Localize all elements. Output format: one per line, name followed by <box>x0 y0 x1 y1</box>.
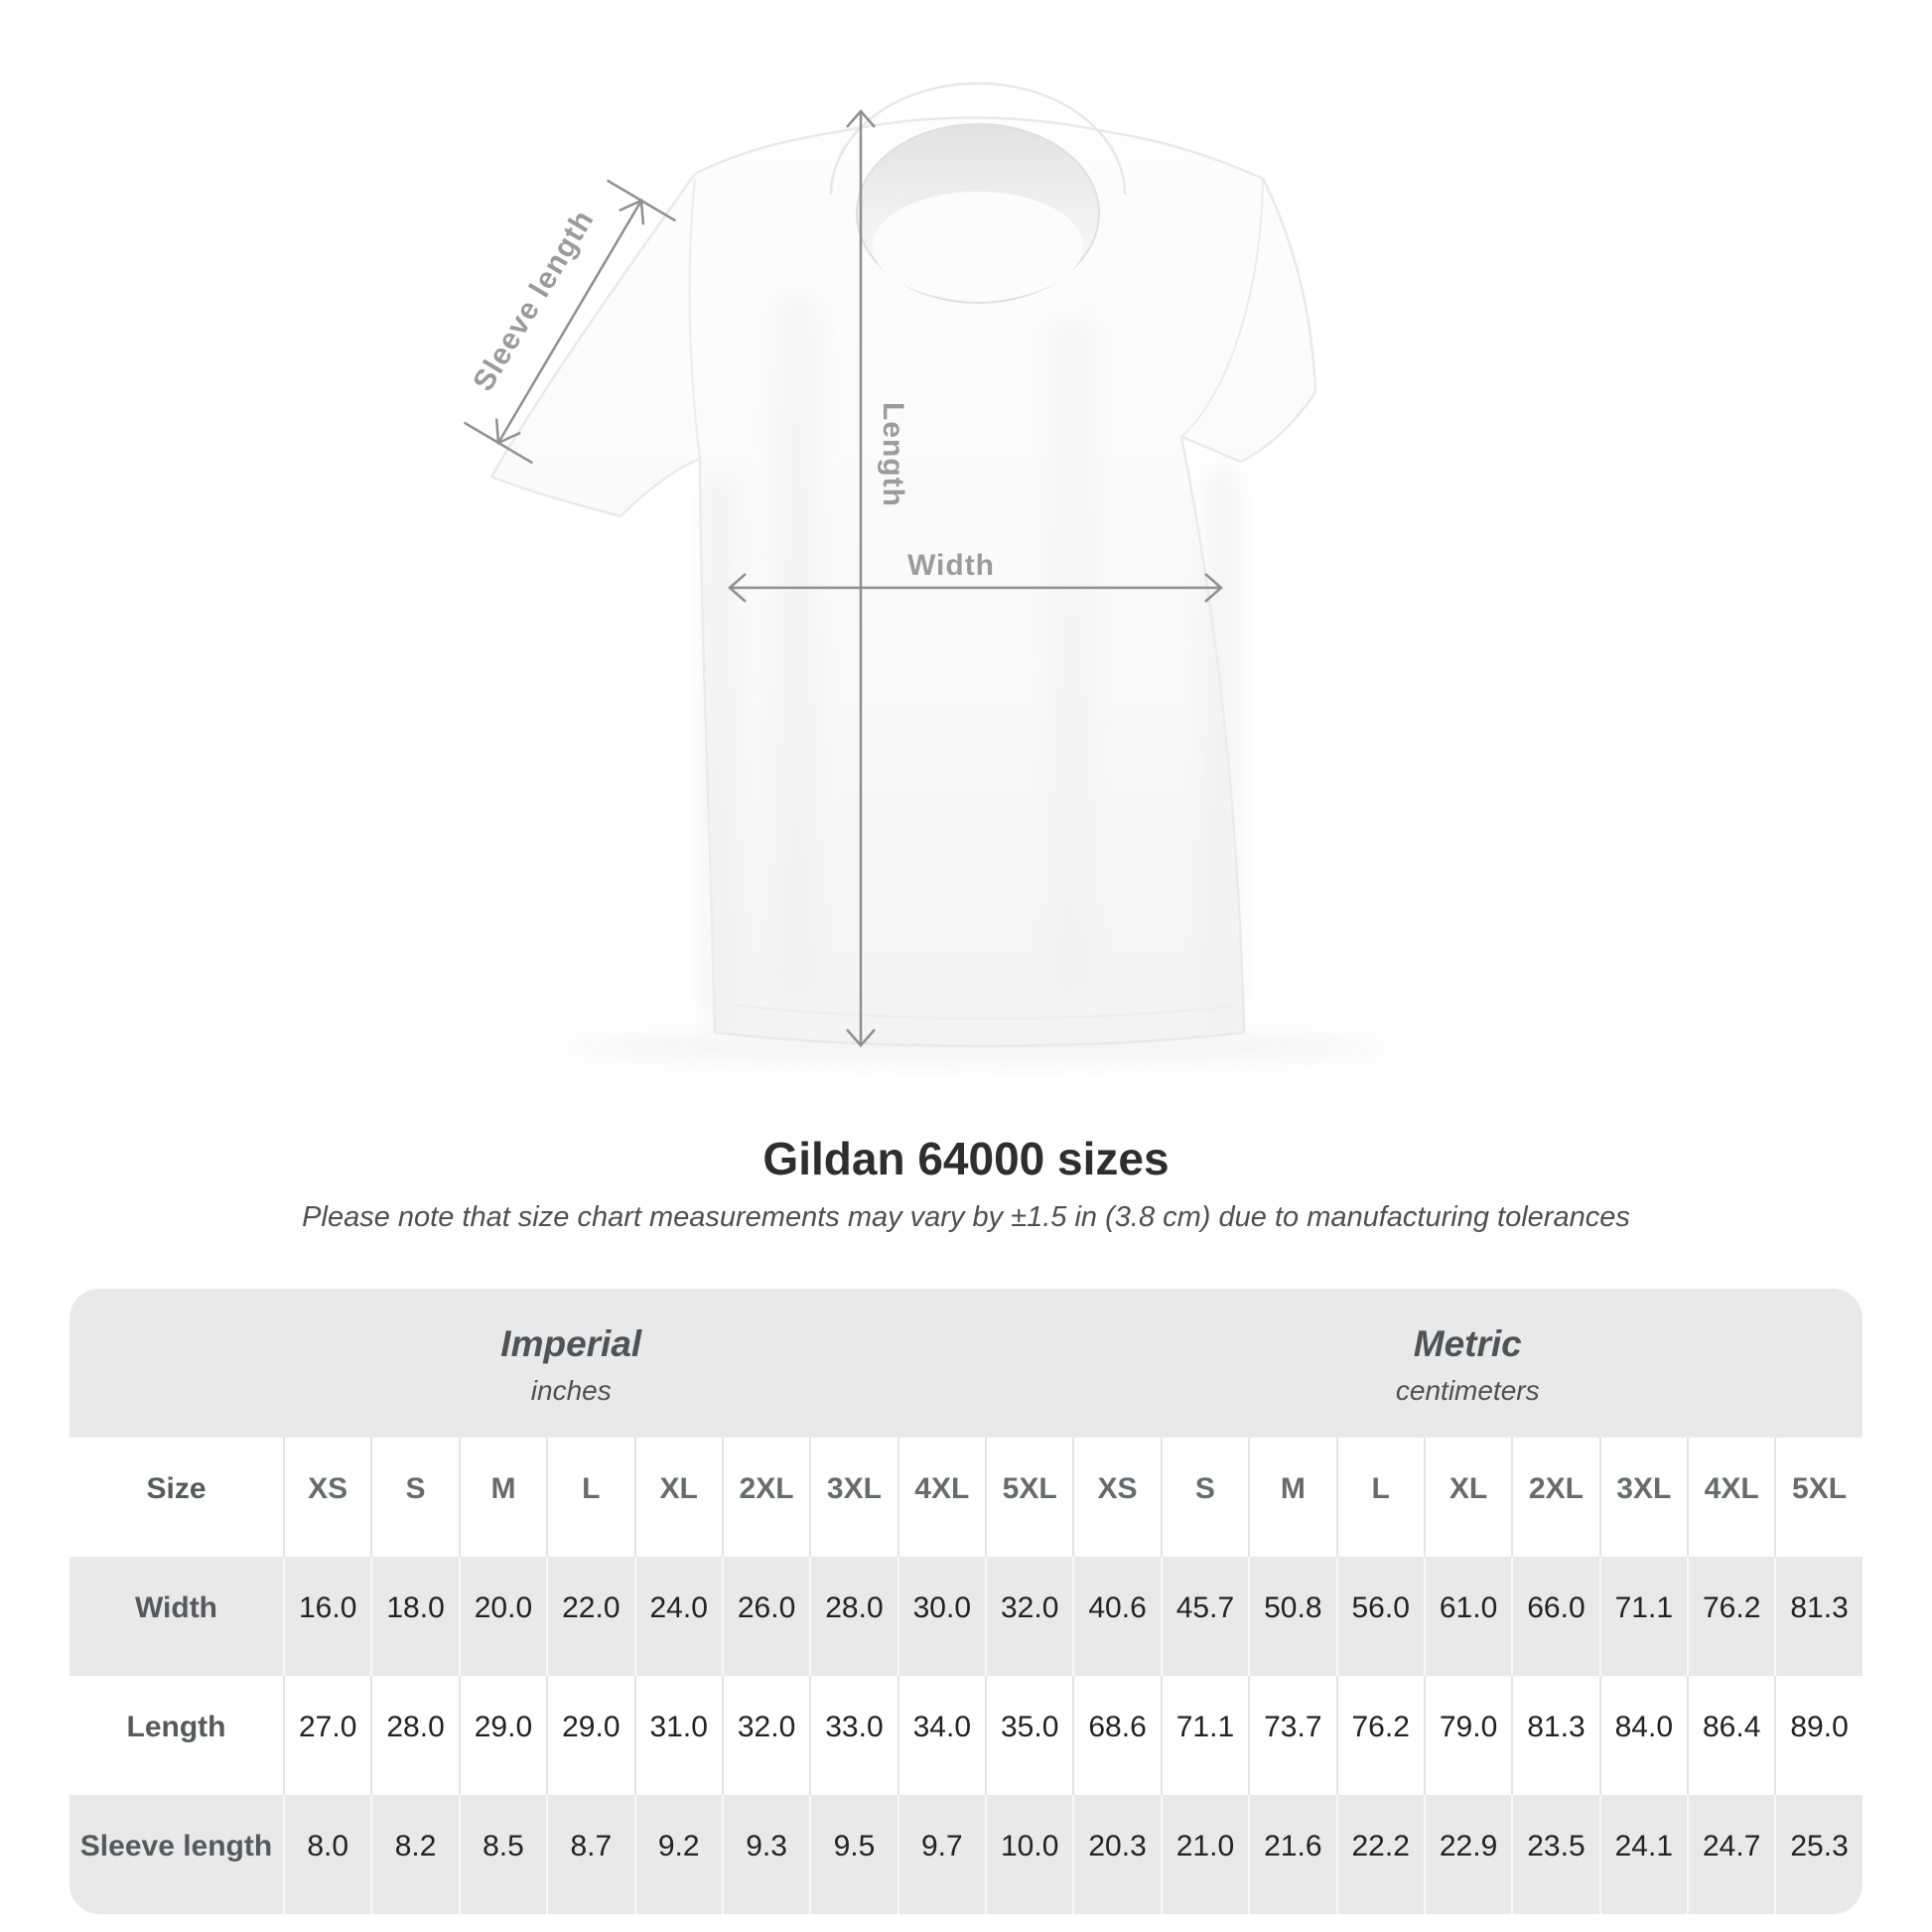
cell-sleeve-length-metric-4xl: 24.7 <box>1687 1795 1774 1914</box>
fold-shade <box>1050 318 1094 993</box>
cell-length-metric-m: 73.7 <box>1248 1676 1335 1795</box>
cell-sleeve-length-metric-2xl: 23.5 <box>1511 1795 1598 1914</box>
size-header-metric-xs: XS <box>1072 1438 1160 1557</box>
cell-length-imperial-s: 28.0 <box>370 1676 458 1795</box>
cell-length-metric-l: 76.2 <box>1336 1676 1424 1795</box>
cell-width-imperial-xs: 16.0 <box>283 1557 370 1676</box>
size-header-imperial-3xl: 3XL <box>809 1438 897 1557</box>
cell-width-metric-s: 45.7 <box>1161 1557 1248 1676</box>
cell-width-imperial-5xl: 32.0 <box>985 1557 1072 1676</box>
cell-length-metric-xs: 68.6 <box>1072 1676 1160 1795</box>
cell-sleeve-length-imperial-s: 8.2 <box>370 1795 458 1914</box>
size-header-metric-4xl: 4XL <box>1687 1438 1774 1557</box>
cell-sleeve-length-imperial-5xl: 10.0 <box>985 1795 1072 1914</box>
cell-width-metric-xs: 40.6 <box>1072 1557 1160 1676</box>
cell-width-metric-5xl: 81.3 <box>1774 1557 1862 1676</box>
cell-sleeve-length-metric-xl: 22.9 <box>1424 1795 1511 1914</box>
cell-width-metric-l: 56.0 <box>1336 1557 1424 1676</box>
unit-header-band <box>69 1289 1863 1438</box>
size-header-metric-3xl: 3XL <box>1599 1438 1687 1557</box>
metric-title: Metric <box>1413 1323 1522 1364</box>
page-title: Gildan 64000 sizes <box>762 1133 1170 1184</box>
cell-length-metric-s: 71.1 <box>1161 1676 1248 1795</box>
size-header-imperial-s: S <box>370 1438 458 1557</box>
width-label: Width <box>906 549 996 582</box>
cell-sleeve-length-imperial-l: 8.7 <box>546 1795 633 1914</box>
size-header-metric-l: L <box>1336 1438 1424 1557</box>
size-header-imperial-4xl: 4XL <box>897 1438 985 1557</box>
metric-unit: centimeters <box>1395 1375 1540 1406</box>
size-header-imperial-2xl: 2XL <box>722 1438 809 1557</box>
size-header-metric-2xl: 2XL <box>1511 1438 1598 1557</box>
cell-sleeve-length-metric-5xl: 25.3 <box>1774 1795 1862 1914</box>
cell-width-imperial-m: 20.0 <box>459 1557 546 1676</box>
cell-width-metric-4xl: 76.2 <box>1687 1557 1774 1676</box>
cell-sleeve-length-imperial-m: 8.5 <box>459 1795 546 1914</box>
cell-length-imperial-xs: 27.0 <box>283 1676 370 1795</box>
size-header-metric-s: S <box>1161 1438 1248 1557</box>
cell-sleeve-length-imperial-3xl: 9.5 <box>809 1795 897 1914</box>
length-label: Length <box>877 402 909 507</box>
imperial-header <box>69 1289 1073 1438</box>
page-subtitle: Please note that size chart measurements may vary by ±1.5 in (3.8 cm) due to manufacturing tolerances <box>302 1201 1630 1233</box>
cell-width-imperial-xl: 24.0 <box>634 1557 722 1676</box>
fold-shade <box>701 477 735 1023</box>
size-header-imperial-xs: XS <box>283 1438 370 1557</box>
cell-sleeve-length-imperial-xl: 9.2 <box>634 1795 722 1914</box>
cell-length-metric-2xl: 81.3 <box>1511 1676 1598 1795</box>
cell-length-metric-5xl: 89.0 <box>1774 1676 1862 1795</box>
cell-length-metric-xl: 79.0 <box>1424 1676 1511 1795</box>
fold-shade <box>776 298 818 993</box>
row-label-width: Width <box>134 1591 218 1624</box>
sleeve-length-label: Sleeve length <box>467 204 601 397</box>
cell-width-metric-3xl: 71.1 <box>1599 1557 1687 1676</box>
size-header-imperial-xl: XL <box>634 1438 722 1557</box>
cell-sleeve-length-metric-3xl: 24.1 <box>1599 1795 1687 1914</box>
collar-inner-back <box>873 192 1083 301</box>
cell-width-metric-xl: 61.0 <box>1424 1557 1511 1676</box>
cell-length-imperial-m: 29.0 <box>459 1676 546 1795</box>
cell-width-imperial-l: 22.0 <box>546 1557 633 1676</box>
size-header-imperial-m: M <box>459 1438 546 1557</box>
cell-width-imperial-2xl: 26.0 <box>722 1557 809 1676</box>
cell-width-metric-2xl: 66.0 <box>1511 1557 1598 1676</box>
table-row-width <box>69 1557 1863 1676</box>
size-header-metric-xl: XL <box>1424 1438 1511 1557</box>
cell-length-imperial-3xl: 33.0 <box>809 1676 897 1795</box>
cell-length-imperial-xl: 31.0 <box>634 1676 722 1795</box>
cell-sleeve-length-imperial-2xl: 9.3 <box>722 1795 809 1914</box>
fold-shade <box>1203 467 1241 1023</box>
cell-length-imperial-2xl: 32.0 <box>722 1676 809 1795</box>
cell-width-metric-m: 50.8 <box>1248 1557 1335 1676</box>
size-header-metric-5xl: 5XL <box>1774 1438 1862 1557</box>
cell-sleeve-length-metric-s: 21.0 <box>1161 1795 1248 1914</box>
size-header-metric-m: M <box>1248 1438 1335 1557</box>
size-table <box>69 1289 1863 1914</box>
cell-length-metric-4xl: 86.4 <box>1687 1676 1774 1795</box>
imperial-title: Imperial <box>500 1323 642 1364</box>
cell-sleeve-length-metric-xs: 20.3 <box>1072 1795 1160 1914</box>
cell-width-imperial-s: 18.0 <box>370 1557 458 1676</box>
size-column-label: Size <box>146 1472 207 1505</box>
cell-sleeve-length-metric-m: 21.6 <box>1248 1795 1335 1914</box>
imperial-unit: inches <box>530 1375 612 1406</box>
cell-length-metric-3xl: 84.0 <box>1599 1676 1687 1795</box>
cell-sleeve-length-imperial-xs: 8.0 <box>283 1795 370 1914</box>
cell-sleeve-length-metric-l: 22.2 <box>1336 1795 1424 1914</box>
cell-length-imperial-4xl: 34.0 <box>897 1676 985 1795</box>
row-label-length: Length <box>126 1711 226 1743</box>
row-label-sleeve-length: Sleeve length <box>79 1830 273 1863</box>
table-row-length <box>69 1676 1863 1795</box>
cell-width-imperial-3xl: 28.0 <box>809 1557 897 1676</box>
size-header-row <box>69 1438 1863 1557</box>
table-row-sleeve-length <box>69 1795 1863 1914</box>
metric-header <box>1073 1289 1863 1438</box>
cell-length-imperial-5xl: 35.0 <box>985 1676 1072 1795</box>
size-header-imperial-5xl: 5XL <box>985 1438 1072 1557</box>
table-body <box>69 1557 1863 1914</box>
cell-sleeve-length-imperial-4xl: 9.7 <box>897 1795 985 1914</box>
cell-width-imperial-4xl: 30.0 <box>897 1557 985 1676</box>
cell-length-imperial-l: 29.0 <box>546 1676 633 1795</box>
size-header-imperial-l: L <box>546 1438 633 1557</box>
